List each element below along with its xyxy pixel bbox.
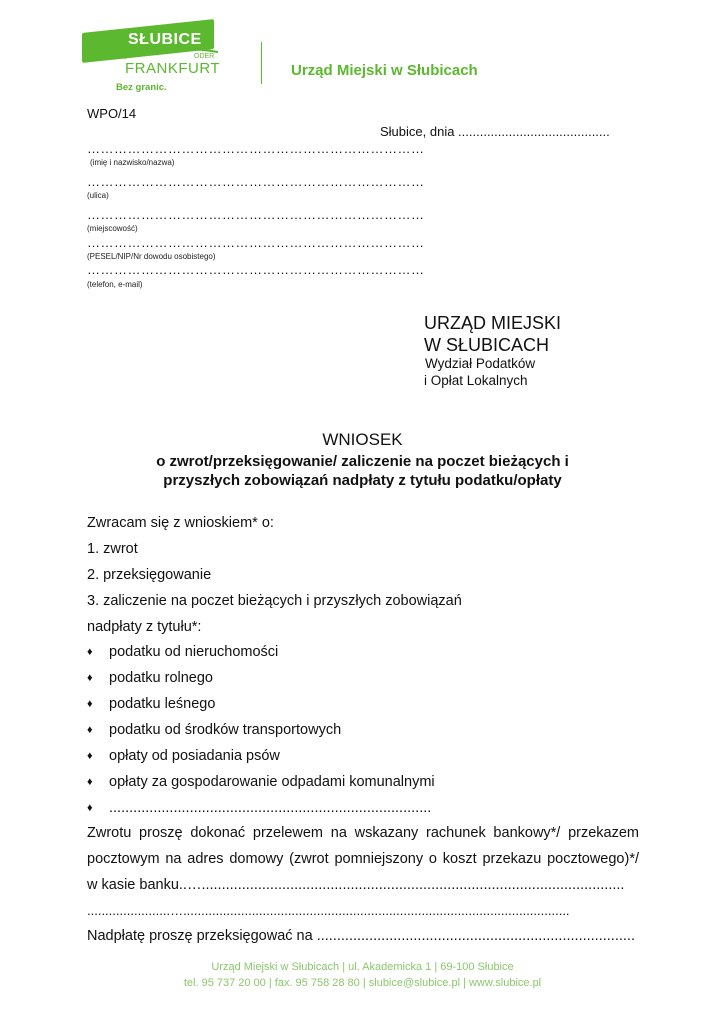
footer-address: Urząd Miejski w Słubicach | ul. Akademicka 1 | 69-100 Słubice xyxy=(211,961,514,973)
header-divider xyxy=(261,42,262,84)
logo-main-text: SŁUBICE xyxy=(128,31,202,48)
document-subtitle-2: przyszłych zobowiązań nadpłaty z tytułu podatku/opłaty xyxy=(163,472,562,489)
city-field-label: (miejscowość) xyxy=(87,224,138,233)
bullet-icon: ♦ xyxy=(87,750,93,762)
name-field-label: (imię i nazwisko/nazwa) xyxy=(90,158,175,167)
refund-continuation-field[interactable]: .......................…........................................................................................................... xyxy=(87,903,570,918)
bullet-forest-tax[interactable]: podatku leśnego xyxy=(109,696,216,712)
bullet-icon: ♦ xyxy=(87,646,93,658)
id-number-field[interactable]: ………………………………………………………………… xyxy=(87,235,425,250)
place-date-field[interactable]: Słubice, dnia .......................................... xyxy=(380,124,610,139)
overpayment-label: nadpłaty z tytułu*: xyxy=(87,619,202,635)
bullet-icon: ♦ xyxy=(87,724,93,736)
city-logo xyxy=(82,18,232,98)
document-title: WNIOSEK xyxy=(322,430,403,449)
request-intro: Zwracam się z wnioskiem* o: xyxy=(87,515,274,531)
street-field-label: (ulica) xyxy=(87,191,109,200)
bullet-icon: ♦ xyxy=(87,776,93,788)
bullet-icon: ♦ xyxy=(87,672,93,684)
refund-method-line-2: pocztowym na adres domowy (zwrot pomniejszony o koszt przekazu pocztowego)*/ xyxy=(87,851,639,867)
logo-frankfurt-text: FRANKFURT xyxy=(125,60,221,77)
addressee-line-1: URZĄD MIEJSKI xyxy=(424,313,562,333)
bullet-icon: ♦ xyxy=(87,802,93,814)
bullet-icon: ♦ xyxy=(87,698,93,710)
document-subtitle-1: o zwrot/przeksięgowanie/ zaliczenie na poczet bieżących i xyxy=(156,453,569,470)
option-refund[interactable]: 1. zwrot xyxy=(87,541,138,557)
bullet-dog-fee[interactable]: opłaty od posiadania psów xyxy=(109,748,280,764)
option-credit[interactable]: 3. zaliczenie na poczet bieżących i przyszłych zobowiązań xyxy=(87,593,462,609)
refund-bank-field[interactable]: w kasie banku..…......................................................................................................... xyxy=(87,877,625,893)
office-name: Urząd Miejski w Słubicach xyxy=(291,62,478,79)
contact-field-label: (telefon, e-mail) xyxy=(87,280,143,289)
addressee-line-4: i Opłat Lokalnych xyxy=(424,373,528,388)
logo-oder-text: ODER xyxy=(194,53,215,60)
addressee-line-3: Wydział Podatków xyxy=(425,356,536,371)
form-code: WPO/14 xyxy=(87,106,137,121)
contact-field[interactable]: ………………………………………………………………… xyxy=(87,262,425,277)
logo-tagline: Bez granic. xyxy=(116,82,167,93)
bullet-vehicle-tax[interactable]: podatku od środków transportowych xyxy=(109,722,342,738)
refund-method-line-1: Zwrotu proszę dokonać przelewem na wskazany rachunek bankowy*/ przekazem xyxy=(87,825,639,841)
name-field[interactable]: ………………………………………………………………… xyxy=(87,141,425,156)
id-number-field-label: (PESEL/NIP/Nr dowodu osobistego) xyxy=(87,252,216,261)
bullet-waste-fee[interactable]: opłaty za gospodarowanie odpadami komunalnymi xyxy=(109,774,435,790)
bullet-property-tax[interactable]: podatku od nieruchomości xyxy=(109,644,279,660)
addressee-line-2: W SŁUBICACH xyxy=(424,335,550,355)
city-field[interactable]: ………………………………………………………………… xyxy=(87,207,425,222)
footer-contact: tel. 95 737 20 00 | fax. 95 758 28 80 | slubice@slubice.pl | www.slubice.pl xyxy=(183,977,542,989)
transfer-target-field[interactable]: Nadpłatę proszę przeksięgować na ............................................................................... xyxy=(87,928,635,944)
option-transfer[interactable]: 2. przeksięgowanie xyxy=(87,567,212,583)
bullet-other-field[interactable]: ................................................................................ xyxy=(109,800,432,816)
bullet-agricultural-tax[interactable]: podatku rolnego xyxy=(109,670,213,686)
street-field[interactable]: ………………………………………………………………… xyxy=(87,174,425,189)
